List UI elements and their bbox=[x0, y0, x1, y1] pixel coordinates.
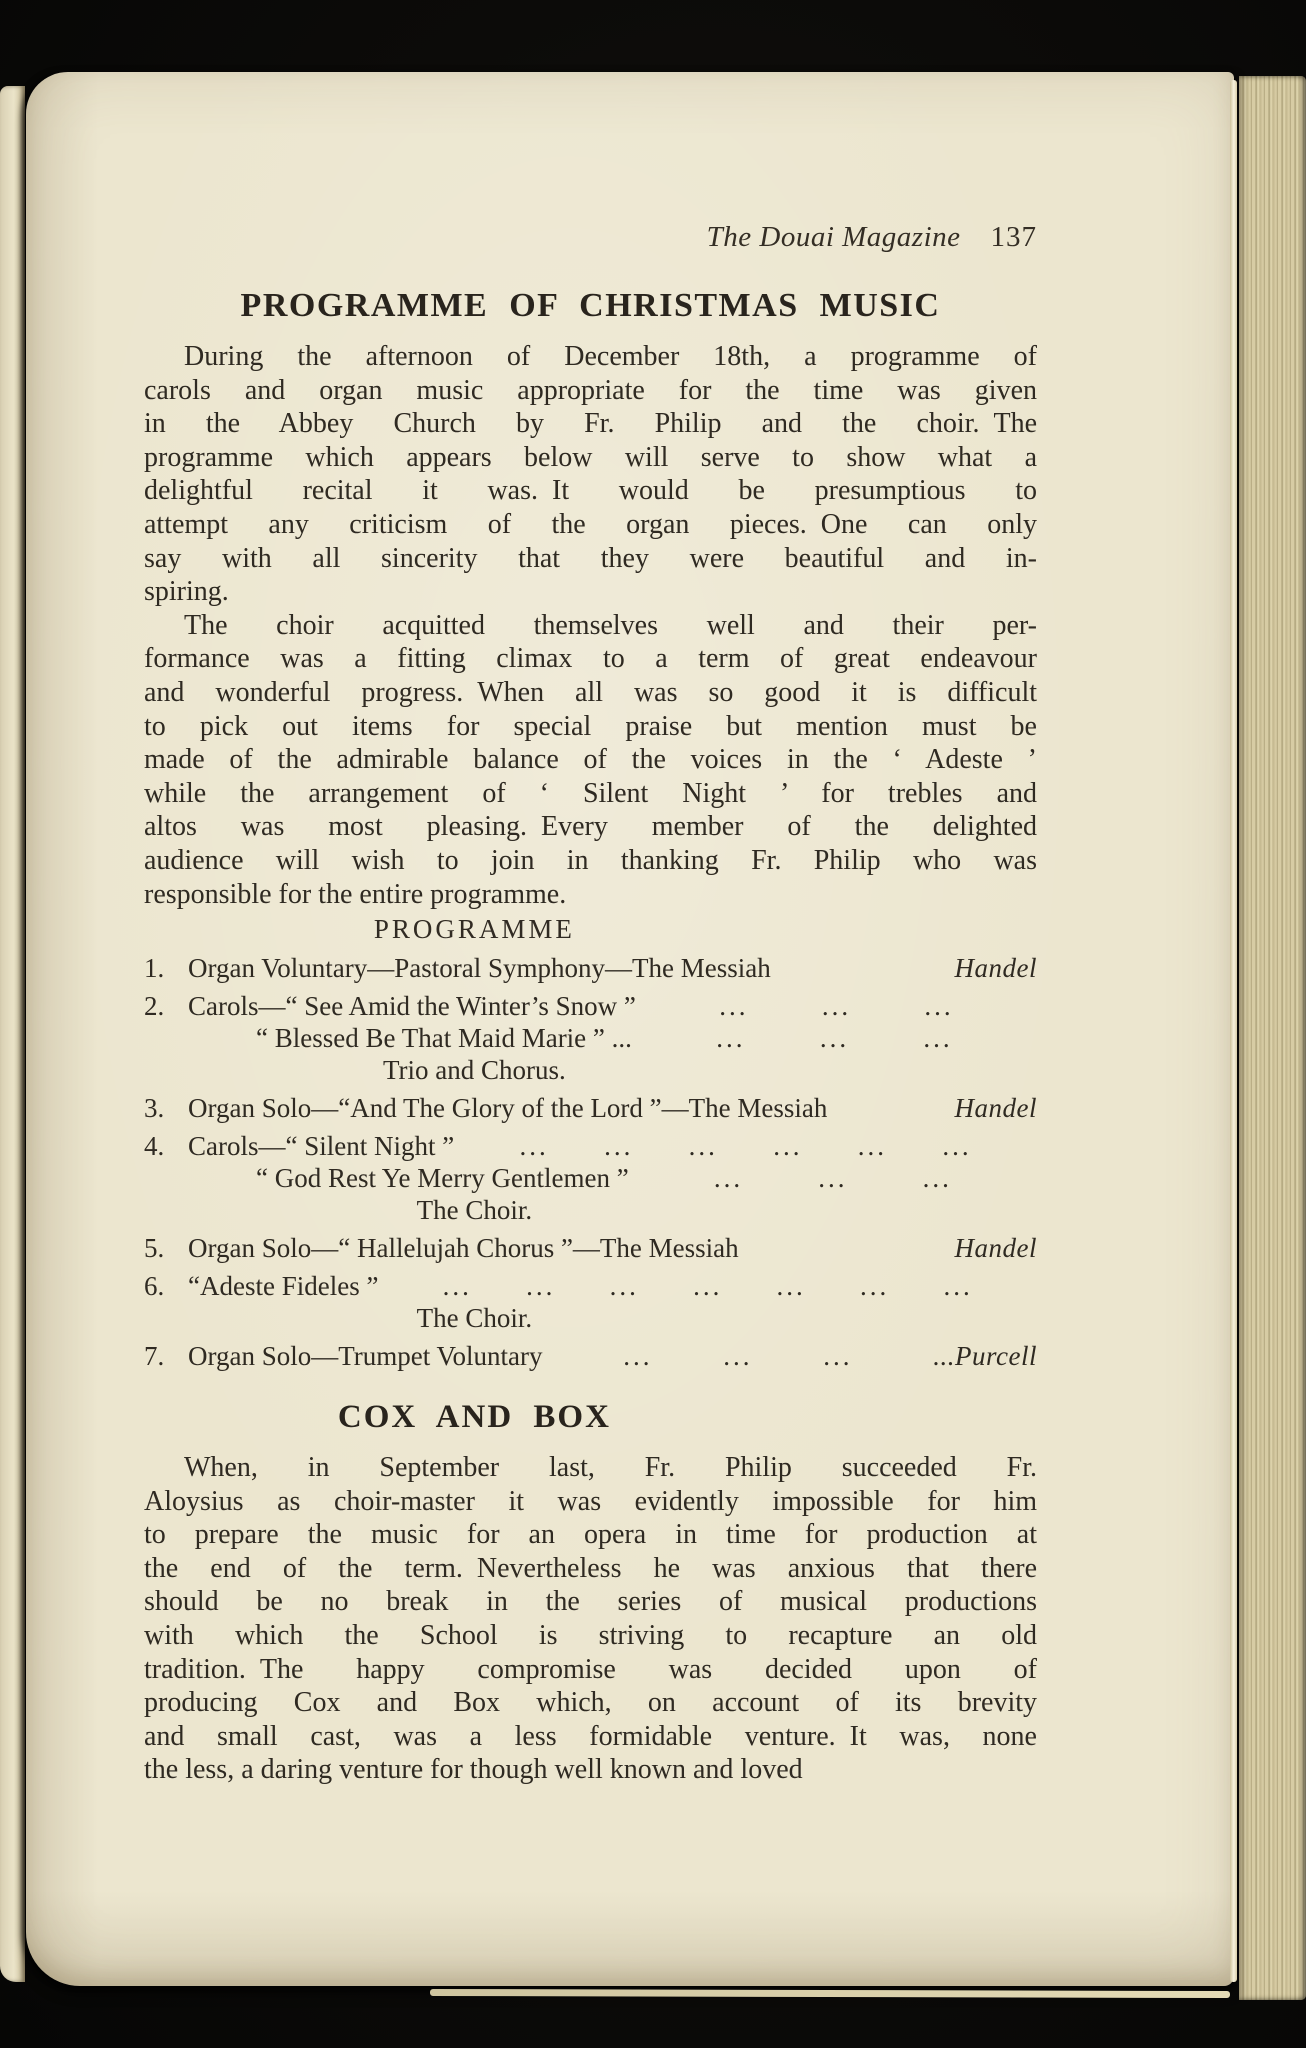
piece-title: Carols—“ Silent Night ” bbox=[188, 1131, 455, 1162]
article-body bbox=[144, 1451, 1037, 1787]
dot-leader: ... bbox=[723, 1341, 753, 1372]
composer-name: Handel bbox=[954, 1093, 1037, 1124]
text-line: programme which appears below will serve to show what a bbox=[144, 441, 1037, 473]
item-number: 1. bbox=[144, 953, 165, 984]
text-line: the less, a daring venture for though well known and loved bbox=[144, 1754, 803, 1786]
performers-note: The Choir. bbox=[416, 1303, 533, 1334]
dot-leader: ... bbox=[823, 1341, 853, 1372]
dot-leaders bbox=[646, 991, 1027, 1021]
page-stack-edge bbox=[1239, 76, 1306, 2000]
text-line: say with all sincerity that they were beautiful and in- bbox=[144, 542, 1037, 574]
programme-row bbox=[144, 1131, 1037, 1161]
dot-leader: ... bbox=[776, 1271, 806, 1302]
piece-title: Organ Solo—“And The Glory of the Lord ”—The Messiah bbox=[188, 1093, 828, 1124]
composer-name: Handel bbox=[954, 953, 1037, 984]
dot-leaders bbox=[639, 1163, 1027, 1193]
item-number: 3. bbox=[144, 1093, 165, 1124]
paragraph bbox=[144, 609, 1037, 911]
magazine-page bbox=[26, 72, 1234, 1986]
text-line: delightful recital it was. It would be presumptious to bbox=[144, 475, 1037, 507]
piece-title: “ God Rest Ye Merry Gentlemen ” bbox=[256, 1163, 629, 1194]
composer-name: Handel bbox=[954, 1233, 1037, 1264]
dot-leader: ... bbox=[519, 1131, 549, 1162]
text-line: formance was a fitting climax to a term of great endeavour bbox=[144, 643, 1037, 675]
item-number: 6. bbox=[144, 1271, 165, 1302]
programme-row bbox=[144, 1093, 1037, 1123]
article-body bbox=[144, 340, 1037, 911]
dot-leader: ... bbox=[821, 991, 852, 1022]
page-number: 137 bbox=[990, 221, 1037, 253]
text-line: should be no break in the series of musical productions bbox=[144, 1586, 1037, 1618]
text-line: tradition. The happy compromise was decided upon of bbox=[144, 1653, 1037, 1685]
text-line: with which the School is striving to recapture an old bbox=[144, 1620, 1037, 1652]
programme-heading: PROGRAMME bbox=[373, 914, 575, 945]
text-line: to pick out items for special praise but mention must be bbox=[144, 710, 1037, 742]
magazine-title: The Douai Magazine bbox=[706, 221, 961, 253]
text-line: in the Abbey Church by Fr. Philip and the choir. The bbox=[144, 408, 1037, 440]
programme-list bbox=[144, 953, 1037, 1371]
dot-leader: ... bbox=[922, 1163, 952, 1194]
piece-title: Organ Voluntary—Pastoral Symphony—The Messiah bbox=[188, 953, 771, 984]
text-line: and small cast, was a less formidable venture. It was, none bbox=[144, 1720, 1037, 1752]
dot-leader: ... bbox=[818, 1163, 848, 1194]
dot-leader: ... bbox=[609, 1271, 639, 1302]
piece-title: Carols—“ See Amid the Winter’s Snow ” bbox=[188, 991, 636, 1022]
dot-leader: ... bbox=[604, 1131, 634, 1162]
dot-leader: ... bbox=[923, 1023, 953, 1054]
text-line: During the afternoon of December 18th, a programme of bbox=[184, 341, 1037, 372]
text-line: altos was most pleasing. Every member of the delighted bbox=[144, 811, 1037, 843]
dot-leader: ... bbox=[688, 1131, 718, 1162]
text-line: When, in September last, Fr. Philip succeeded Fr. bbox=[184, 1452, 1037, 1484]
left-page-edge bbox=[0, 86, 25, 1982]
text-line: producing Cox and Box which, on account of its brevity bbox=[144, 1687, 1037, 1719]
text-line: Aloysius as choir-master it was evidently impossible for him bbox=[144, 1485, 1037, 1517]
text-line: attempt any criticism of the organ pieces. One can only bbox=[144, 508, 1037, 540]
paragraph bbox=[144, 1451, 1037, 1787]
article-title-cox-and-box: COX AND BOX bbox=[337, 1399, 611, 1436]
piece-title: “ Blessed Be That Maid Marie ” ... bbox=[256, 1023, 632, 1054]
text-line: carols and organ music appropriate for the time was given bbox=[144, 374, 1037, 406]
text-column bbox=[144, 72, 1037, 1787]
performers-note: The Choir. bbox=[416, 1195, 533, 1226]
text-line: responsible for the entire programme. bbox=[144, 878, 567, 910]
dot-leaders bbox=[464, 1131, 1027, 1161]
programme-row bbox=[144, 1233, 1037, 1263]
text-line: and wonderful progress. When all was so good it is difficult bbox=[144, 676, 1037, 708]
text-line: the end of the term. Nevertheless he was anxious that there bbox=[144, 1552, 1037, 1584]
dot-leader: ... bbox=[716, 1023, 746, 1054]
dot-leader: ... bbox=[943, 1271, 973, 1302]
dot-leader: ... bbox=[693, 1271, 723, 1302]
dot-leader: ... bbox=[924, 991, 954, 1022]
programme-row bbox=[144, 1163, 1037, 1193]
programme-row bbox=[144, 991, 1037, 1021]
dot-leader: ... bbox=[819, 1023, 850, 1054]
dot-leader: ... bbox=[773, 1131, 803, 1162]
item-number: 7. bbox=[144, 1341, 165, 1372]
piece-title: “Adeste Fideles ” bbox=[188, 1271, 379, 1302]
item-number: 5. bbox=[144, 1233, 165, 1264]
item-number: 2. bbox=[144, 991, 165, 1022]
performers-note: Trio and Chorus. bbox=[383, 1055, 566, 1086]
dot-leader: ... bbox=[719, 991, 749, 1022]
piece-title: Organ Solo—“ Hallelujah Chorus ”—The Messiah bbox=[188, 1233, 739, 1264]
programme-row bbox=[144, 953, 1037, 983]
text-line: made of the admirable balance of the voices in the ‘ Adeste ’ bbox=[144, 744, 1037, 776]
dot-leaders bbox=[553, 1341, 924, 1371]
text-line: The choir acquitted themselves well and their per- bbox=[184, 609, 1037, 641]
dot-leader: ... bbox=[860, 1271, 890, 1302]
text-line: while the arrangement of ‘ Silent Night ’ for trebles and bbox=[144, 777, 1037, 809]
item-number: 4. bbox=[144, 1131, 165, 1162]
dot-leader: ... bbox=[442, 1271, 472, 1302]
dot-leader: ... bbox=[942, 1131, 972, 1162]
dot-leader: ... bbox=[857, 1131, 888, 1162]
programme-row bbox=[144, 1341, 1037, 1371]
dot-leader: ... bbox=[623, 1341, 653, 1372]
dot-leader: ... bbox=[526, 1271, 556, 1302]
fore-edge-highlight bbox=[1230, 80, 1237, 1982]
composer-name: ...Purcell bbox=[933, 1341, 1037, 1372]
bottom-page-edge bbox=[430, 1989, 1230, 1998]
dot-leaders bbox=[642, 1023, 1027, 1053]
piece-title: Organ Solo—Trumpet Voluntary bbox=[188, 1341, 543, 1372]
paragraph bbox=[144, 340, 1037, 609]
article-title-christmas-music: PROGRAMME OF CHRISTMAS MUSIC bbox=[240, 287, 941, 324]
text-line: audience will wish to join in thanking Fr. Philip who was bbox=[144, 844, 1037, 876]
programme-row bbox=[144, 1023, 1037, 1053]
text-line: to prepare the music for an opera in time for production at bbox=[144, 1519, 1037, 1551]
programme-row bbox=[144, 1271, 1037, 1301]
dot-leader: ... bbox=[713, 1163, 744, 1194]
running-head bbox=[144, 220, 1037, 254]
text-line: spiring. bbox=[144, 576, 229, 608]
dot-leaders bbox=[388, 1271, 1027, 1301]
